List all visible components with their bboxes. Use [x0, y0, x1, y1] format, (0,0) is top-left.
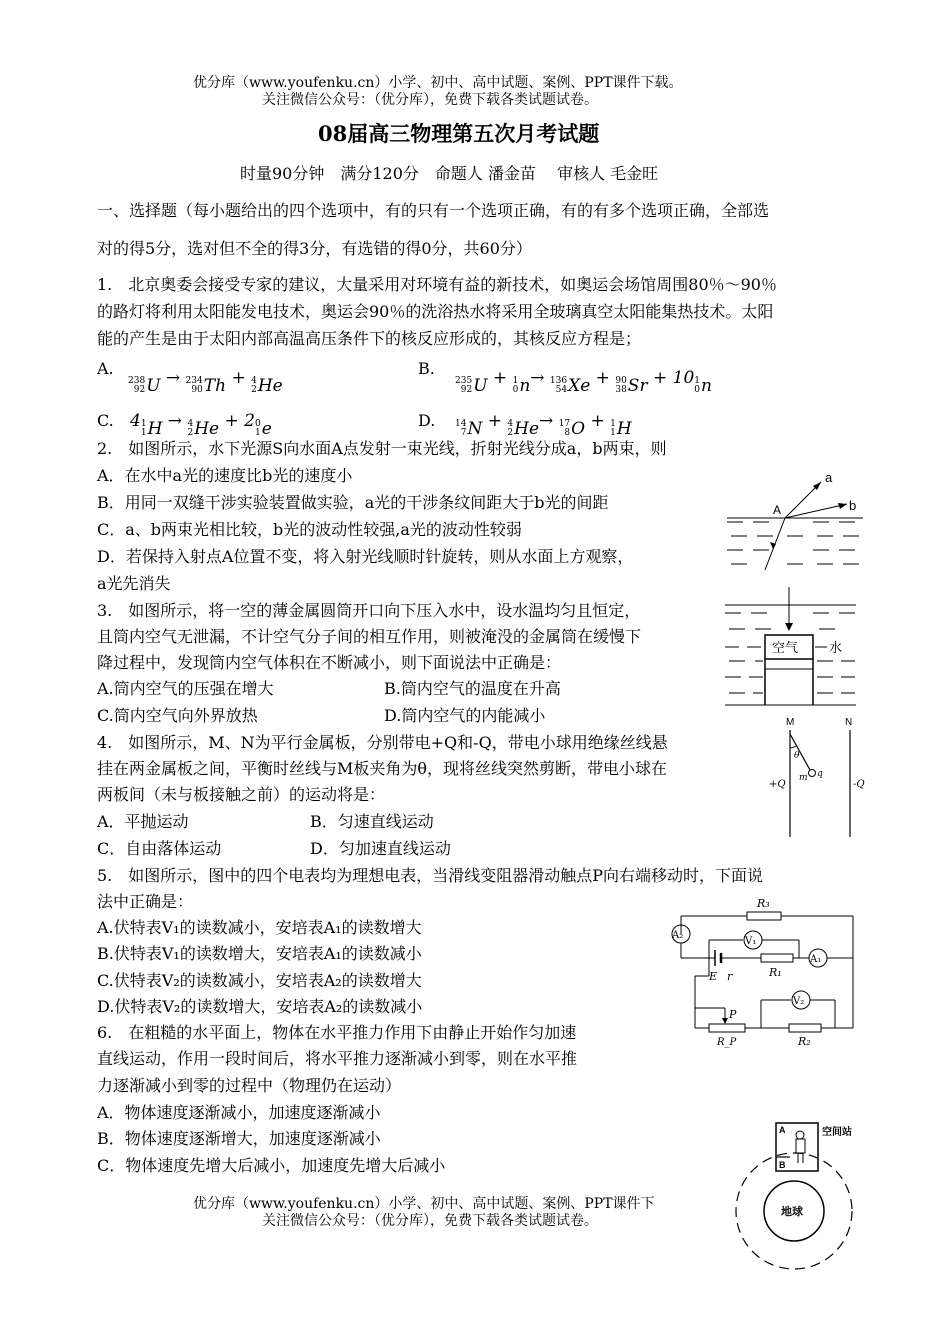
q2-stem: 2. 如图所示，水下光源S向水面A点发射一束光线，折射光线分成a，b两束，则: [97, 439, 667, 458]
q1-line-2: 的路灯将利用太阳能发电技术，奥运会90％的洗浴热水将采用全玻璃真空太阳能集热技术。太阳: [97, 302, 774, 321]
q5-option-a: A.伏特表V₁的读数减小，安培表A₁的读数增大: [97, 918, 422, 937]
q1-option-b-equation: 235 92 U + 1 0 n→ 136 54 Xe + 90 38 Sr + 10 1 0 n: [455, 368, 712, 396]
q4-option-a: A．平抛运动: [97, 812, 189, 831]
exam-subtitle: 时量90分钟 满分120分 命题人 潘金苗 审核人 毛金旺: [240, 164, 659, 183]
q1-line-3: 能的产生是由于太阳内部高温高压条件下的核反应形成的，其核反应方程是；: [97, 329, 642, 348]
q5-circuit-figure: [665, 890, 860, 1050]
q5-fig-V1: V₁: [745, 936, 757, 947]
q5-fig-r: r: [727, 970, 733, 983]
section-instructions-line-2: 对的得5分，选对但不全的得3分，有选错的得0分，共60分）: [97, 239, 532, 258]
q4-fig-theta: θ: [794, 751, 800, 761]
q5-fig-P: P: [729, 1008, 737, 1021]
station-fig-earth-label: 地球: [781, 1205, 803, 1218]
q6-option-b: B．物体速度逐渐增大，加速度逐渐减小: [97, 1129, 381, 1148]
station-fig-B: B: [779, 1160, 786, 1170]
q5-fig-R3: R₃: [757, 897, 770, 910]
q1-option-d-equation: 14 7 N + 4 2 He→ 17 8 O + 1 1 H: [455, 411, 632, 439]
q4-fig-minusQ: -Q: [853, 779, 865, 790]
station-fig-A: A: [779, 1125, 786, 1135]
q3-line-2: 且筒内空气无泄漏，不计空气分子间的相互作用，则被淹没的金属筒在缓慢下: [97, 627, 642, 646]
q5-option-b: B.伏特表V₁的读数增大，安培表A₁的读数减小: [97, 944, 422, 963]
q5-fig-A1: A₁: [810, 954, 822, 965]
section-instructions-line-1: 一、选择题（每小题给出的四个选项中，有的只有一个选项正确，有的有多个选项正确，全部选: [97, 201, 770, 220]
q1-option-c-equation: 4 1 1 H → 4 2 He + 2 0 1 e: [130, 411, 272, 439]
q2-refraction-figure: [725, 470, 865, 580]
q2-option-b: B．用同一双缝干涉实验装置做实验，a光的干涉条纹间距大于b光的间距: [97, 493, 609, 512]
q1-option-a-equation: 238 92 U → 234 90 Th + 4 2 He: [128, 368, 283, 396]
q4-line-2: 挂在两金属板之间，平衡时丝线与M板夹角为θ，现将丝线突然剪断，带电小球在: [97, 759, 668, 778]
q1-option-d-label: D.: [418, 411, 436, 430]
q4-option-c: C．自由落体运动: [97, 839, 222, 858]
q1-option-a-label: A.: [97, 359, 114, 378]
q5-fig-A2: A₂: [672, 930, 684, 941]
q5-fig-E: E: [709, 970, 718, 983]
q1-option-c-label: C.: [97, 411, 114, 430]
q5-fig-R1: R₁: [769, 966, 782, 979]
q5-line-1: 5. 如图所示，图中的四个电表均为理想电表，当滑线变阻器滑动触点P向右端移动时，下面说: [97, 866, 764, 885]
q6-option-a: A．物体速度逐渐减小，加速度逐渐减小: [97, 1103, 381, 1122]
space-station-figure: [728, 1115, 860, 1275]
q5-fig-RP: R_P: [717, 1037, 737, 1048]
q6-line-1: 6. 在粗糙的水平面上，物体在水平推力作用下由静止开始作匀加速: [97, 1023, 577, 1042]
q5-option-c: C.伏特表V₂的读数减小，安培表A₂的读数增大: [97, 971, 422, 990]
header-line-1: 优分库（www.youfenku.cn）小学、初中、高中试题、案例、PPT课件下载。: [193, 75, 683, 91]
q4-option-d: D．匀加速直线运动: [310, 839, 451, 858]
q4-fig-plusQ: +Q: [769, 779, 786, 790]
q4-fig-N: N: [845, 717, 853, 728]
q2-option-c: C．a、b两束光相比较，b光的波动性较强,a光的波动性较弱: [97, 520, 522, 539]
q4-plates-figure: [765, 712, 870, 847]
q3-option-c: C.筒内空气向外界放热: [97, 706, 258, 725]
q2-option-d-line-2: a光先消失: [97, 574, 171, 593]
q5-line-2: 法中正确是：: [97, 892, 194, 911]
q6-line-2: 直线运动，作用一段时间后，将水平推力逐渐减小到零，则在水平推: [97, 1049, 578, 1068]
q6-line-3: 力逐渐减小到零的过程中（物理仍在运动）: [97, 1076, 402, 1095]
footer-line-1: 优分库（www.youfenku.cn）小学、初中、高中试题、案例、PPT课件下: [193, 1196, 655, 1212]
exam-title: 08届高三物理第五次月考试题: [318, 121, 600, 146]
q3-fig-water-label: 水: [829, 641, 843, 656]
station-fig-station-label: 空间站: [822, 1127, 852, 1138]
q6-option-c: C．物体速度先增大后减小，加速度先增大后减小: [97, 1156, 446, 1175]
q3-option-a: A.筒内空气的压强在增大: [97, 679, 274, 698]
q4-line-1: 4. 如图所示，M、N为平行金属板，分别带电+Q和-Q，带电小球用绝缘丝线悬: [97, 733, 668, 752]
header-line-2: 关注微信公众号：（优分库），免费下载各类试题试卷。: [262, 92, 598, 108]
q4-line-3: 两板间（未与板接触之前）的运动将是：: [97, 785, 386, 804]
q3-option-b: B.筒内空气的温度在升高: [384, 679, 561, 698]
q3-line-1: 3. 如图所示，将一空的薄金属圆筒开口向下压入水中，设水温均匀且恒定，: [97, 601, 641, 620]
q2-fig-label-a: a: [825, 470, 833, 485]
q5-option-d: D.伏特表V₂的读数增大，安培表A₂的读数减小: [97, 997, 423, 1016]
q2-fig-label-b: b: [849, 498, 857, 513]
q2-option-d-line-1: D．若保持入射点A位置不变，将入射光线顺时针旋转，则从水面上方观察，: [97, 547, 634, 566]
footer-line-2: 关注微信公众号：（优分库），免费下载各类试题试卷。: [262, 1213, 598, 1229]
q1-option-b-label: B.: [418, 359, 435, 378]
q3-option-d: D.筒内空气的内能减小: [384, 706, 546, 725]
q4-fig-q: q: [817, 769, 823, 779]
q2-option-a: A．在水中a光的速度比b光的速度小: [97, 466, 353, 485]
q3-line-3: 降过程中，发现筒内空气体积在不断减小，则下面说法中正确是：: [97, 653, 562, 672]
q5-fig-R2: R₂: [798, 1035, 811, 1048]
q1-line-1: 1. 北京奥委会接受专家的建议，大量采用对环境有益的新技术，如奥运会场馆周围80％～90％: [97, 275, 777, 294]
q5-fig-V2: V₂: [793, 996, 805, 1007]
q4-fig-M: M: [786, 717, 795, 728]
q4-fig-m: m: [799, 773, 808, 783]
q4-option-b: B．匀速直线运动: [310, 812, 434, 831]
q3-cylinder-figure: [723, 585, 858, 710]
q3-fig-air-label: 空气: [772, 641, 799, 656]
q2-fig-label-A: A: [773, 503, 782, 517]
